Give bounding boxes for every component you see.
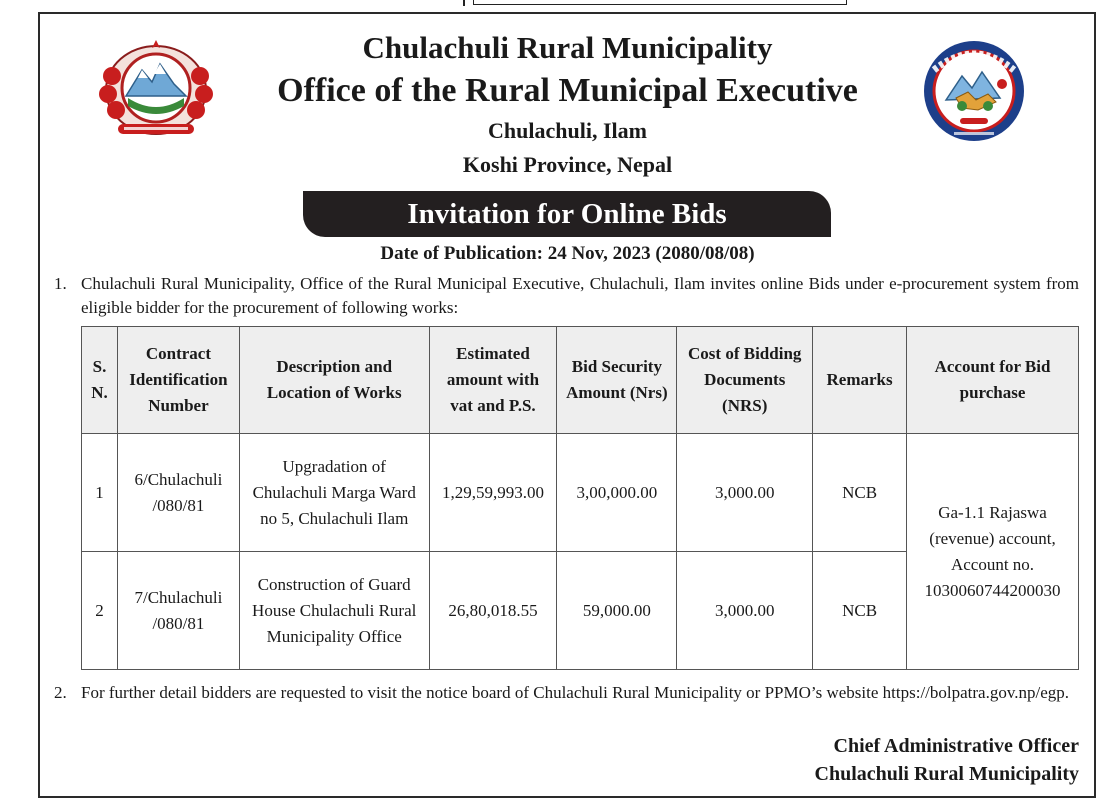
cell-contract-id: 6/Chulachuli /080/81: [117, 434, 239, 552]
header-bidding-cost: Cost of Bidding Documents (NRS): [677, 327, 813, 434]
item-number: 1.: [54, 274, 67, 293]
signatory-office: Chulachuli Rural Municipality: [814, 763, 1079, 785]
cell-contract-id: 7/Chulachuli /080/81: [117, 552, 239, 670]
municipality-name: Chulachuli Rural Municipality: [362, 30, 773, 65]
top-crop-strip: [463, 0, 1115, 6]
cell-sn: 2: [82, 552, 118, 670]
province-country: Koshi Province, Nepal: [462, 152, 673, 177]
bids-table: [81, 326, 1079, 670]
cell-bidding-cost: 3,000.00: [677, 552, 813, 670]
header-estimated-amount: Estimated amount with vat and P.S.: [429, 327, 557, 434]
cell-bidding-cost: 3,000.00: [677, 434, 813, 552]
item-number: 2.: [54, 683, 67, 702]
office-name: Office of the Rural Municipal Executive: [277, 72, 858, 109]
header-account: Account for Bid purchase: [907, 327, 1079, 434]
cell-account: Ga-1.1 Rajaswa (revenue) account, Account no. 1030060744200030: [907, 434, 1079, 670]
cell-description: Construction of Guard House Chulachuli Rural Municipality Office: [239, 552, 429, 670]
notice-title-banner: Invitation for Online Bids: [303, 191, 831, 237]
cell-remarks: NCB: [813, 552, 907, 670]
header-remarks: Remarks: [813, 327, 907, 434]
cell-estimated-amount: 26,80,018.55: [429, 552, 557, 670]
office-location: Chulachuli, Ilam: [488, 118, 647, 143]
table-header-row: [82, 327, 1079, 434]
cell-description: Upgradation of Chulachuli Marga Ward no 5, Chulachuli Ilam: [239, 434, 429, 552]
cell-sn: 1: [82, 434, 118, 552]
cell-bid-security: 59,000.00: [557, 552, 677, 670]
header-contract-id: Contract Identification Number: [117, 327, 239, 434]
table-row: [82, 434, 1079, 552]
cell-bid-security: 3,00,000.00: [557, 434, 677, 552]
header-description: Description and Location of Works: [239, 327, 429, 434]
publication-date: Date of Publication: 24 Nov, 2023 (2080/08/08): [380, 243, 755, 264]
header-sn: S. N.: [82, 327, 118, 434]
cell-remarks: NCB: [813, 434, 907, 552]
invitation-paragraph: Chulachuli Rural Municipality, Office of the Rural Municipal Executive, Chulachuli, Ilam invites online Bids under e-procurement system from eligible bidder for the procurement of following works:: [81, 274, 1079, 317]
header-bid-security: Bid Security Amount (Nrs): [557, 327, 677, 434]
signatory-title: Chief Administrative Officer: [833, 735, 1079, 757]
further-detail-paragraph: For further detail bidders are requested to visit the notice board of Chulachuli Rural Municipality or PPMO’s website https://bolpatra.gov.np/egp.: [81, 683, 1070, 702]
cell-estimated-amount: 1,29,59,993.00: [429, 434, 557, 552]
